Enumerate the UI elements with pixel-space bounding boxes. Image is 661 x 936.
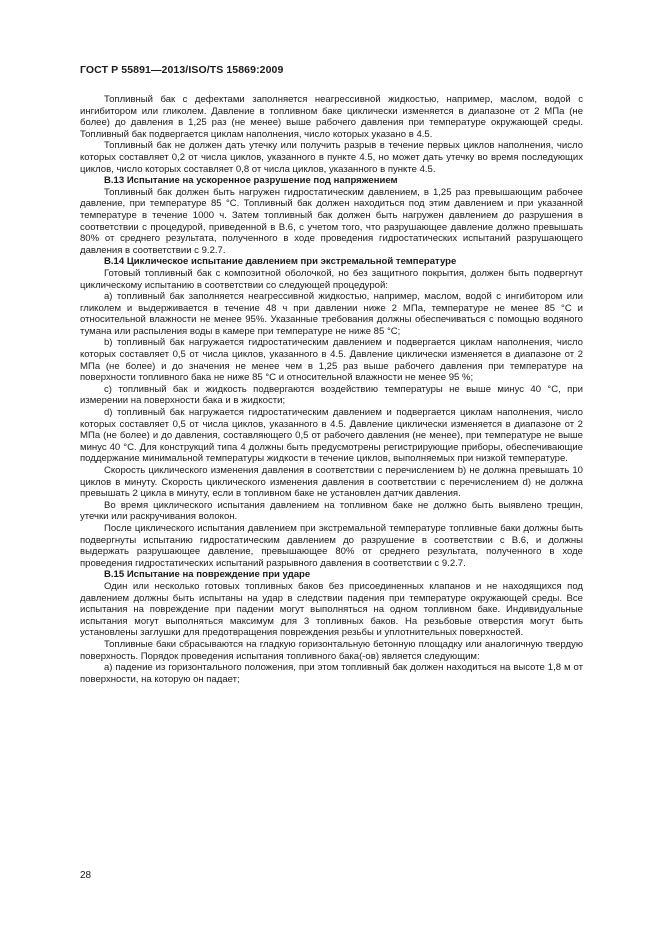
list-item: c) топливный бак и жидкость подвергаются воздействию температуры не выше минус 40 °С, при измерении на поверхности бака и в жидкости; [80, 383, 583, 407]
document-header: ГОСТ Р 55891—2013/ISO/TS 15869:2009 [80, 64, 284, 76]
paragraph: Готовый топливный бак с композитной оболочкой, но без защитного покрытия, должен быть подвергнут циклическому испытанию в соответствии со следующей процедурой: [80, 267, 583, 291]
list-item: b) топливный бак нагружается гидростатическим давлением и подвергается циклам наполнения, число которых составляет 0,5 от числа циклов, указанного в 4.5. Давление циклически изменяется в диапазоне от 2 МПа (не более) и до значения не менее чем в 1,25 раз выше рабочего давления при температуре на поверхности топливного бака не ниже 85 °С и относительной влажности не менее 95 %; [80, 337, 583, 384]
section-heading-b14: B.14 Циклическое испытание давлением при экстремальной температуре [104, 256, 457, 268]
paragraph: Топливный бак не должен дать утечку или получить разрыв в течение первых циклов наполнения, число которых составляет 0,2 от числа циклов, указанного в пункте 4.5, но может дать утечку во время последующих циклов, число которых составляет 0,8 от числа циклов, указанного в пункте 4.5. [80, 140, 583, 175]
paragraph: Во время циклического испытания давлением на топливном баке не должно быть выявлено трещин, утечки или раскручивания волокон. [80, 499, 583, 523]
list-item: d) топливный бак нагружается гидростатическим давлением и подвергается циклам наполнения, число которых составляет 0,5 от числа циклов, указанного в 4.5. Давление циклически изменяется в диапазоне от 2 МПа (не более) и до давления, составляющего 0,5 от рабочего давления (не менее), при температуре не выше минус 40 °С. Для конструкций типа 4 должны быть предусмотрены регистрирующие приборы, обеспечивающие поддержание минимальной температуры жидкости в течение циклов, выполняемых при низкой температуре. [80, 407, 583, 465]
document-body [80, 94, 583, 685]
page-number: 28 [80, 870, 92, 881]
paragraph: Скорость циклического изменения давления в соответствии с перечислением b) не должна превышать 10 циклов в минуту. Скорость циклического изменения давления в соответствии с перечислением d) не должна превышать 2 цикла в минуту, если в топливном баке не установлен датчик давления. [80, 465, 583, 500]
paragraph: Один или несколько готовых топливных баков без присоединенных клапанов и не находящихся под давлением должны быть испытаны на удар в следствии падения при температуре окружающей среды. Все испытания на повреждение при падении могут выполняться на одном топливном баке. Индивидуальные испытания могут выполняться максимум для 3 топливных баков. На резьбовые отверстия могут быть установлены заглушки для предотвращения повреждения резьбы и уплотнительных поверхностей. [80, 580, 583, 639]
paragraph: Топливный бак должен быть нагружен гидростатическим давлением, в 1,25 раз превышающим рабочее давление, при температуре 85 °С. Топливный бак должен находиться под этим давлением и при указанной температуре в течение 1000 ч. Затем топливный бак должен быть нагружен давлением до разрушения в соответствии с процедурой, приведенной в B.6, с учетом того, что разрушающее давление должно превышать 80% от среднего результата, полученного в ходе проведения гидростатических испытаний разрушающего давления в соответствии с 9.2.7. [80, 186, 583, 256]
section-heading-b15: B.15 Испытание на повреждение при ударе [104, 569, 311, 581]
list-item: a) топливный бак заполняется неагрессивной жидкостью, например, маслом, водой с ингибитором или гликолем и выдерживается в течение 48 ч при давлении ниже 2 МПа, температуре не менее 85 °С и относительной влажности не менее 95%. Указанные требования должны обеспечиваться с помощью водяного тумана или распыления воды в камере при температуре не ниже 85 °С; [80, 291, 583, 337]
section-heading-b13: B.13 Испытание на ускоренное разрушение под напряжением [104, 175, 398, 187]
list-item: a) падение из горизонтального положения, при этом топливный бак должен находиться на высоте 1,8 м от поверхности, на которую он падает; [80, 662, 583, 685]
paragraph: После циклического испытания давлением при экстремальной температуре топливные баки должны быть подвергнуты испытанию гидростатическим давлением до разрушение в соответствии с B.6, и должны выдержать разрушающее давление, превышающее 80% от среднего результата, полученного в ходе проведения гидростатических испытаний разрывного давления в соответствии с 9.2.7. [80, 522, 583, 569]
paragraph: Топливный бак с дефектами заполняется неагрессивной жидкостью, например, маслом, водой с ингибитором или гликолем. Давление в топливном баке циклически изменяется в диапазоне от 2 МПа (не более) до давления в 1,25 раз (не менее) выше рабочего давления при температуре окружающей среды. Топливный бак подвергается циклам наполнения, число которых указано в 4.5. [80, 94, 583, 140]
paragraph: Топливные баки сбрасываются на гладкую горизонтальную бетонную площадку или аналогичную твердую поверхность. Порядок проведения испытания топливного бака(-ов) является следующим: [80, 638, 583, 662]
